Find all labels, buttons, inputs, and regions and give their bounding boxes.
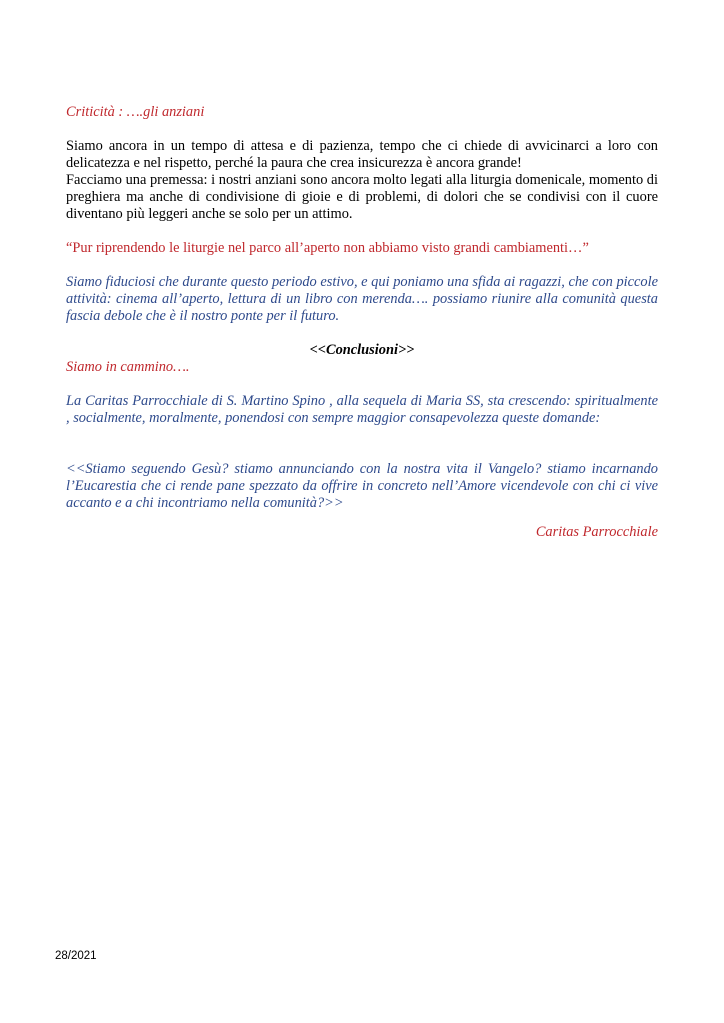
caritas-paragraph: La Caritas Parrocchiale di S. Martino Spino , alla sequela di Maria SS, sta crescendo: spiritualmente , socialmente, moralmente, ponendosi con sempre maggior consapevolezza queste domande: — [66, 393, 658, 426]
on-the-way-text: Siamo in cammino…. — [66, 359, 190, 375]
hope-paragraph: Siamo fiduciosi che durante questo periodo estivo, e qui poniamo una sfida ai ragazzi, che con piccole attività: cinema all’aperto, lettura di un libro con merenda…. possiamo riunire alla comunità questa fascia debole che è il nostro ponte per il futuro. — [66, 274, 658, 324]
quote-text: “Pur riprendendo le liturgie nel parco all’aperto non abbiamo visto grandi cambiamenti…” — [66, 240, 589, 256]
conclusions-heading: <<Conclusioni>> — [309, 342, 415, 358]
signature: Caritas Parrocchiale — [535, 524, 658, 540]
questions-paragraph: <<Stiamo seguendo Gesù? stiamo annunciando con la nostra vita il Vangelo? stiamo incarnando l’Eucarestia che ci rende pane spezzato da offrire in concreto nell’Amore vicendevole con chi ci vive accanto e a chi incontriamo nella comunità?>> — [66, 461, 658, 511]
premise-paragraph: Facciamo una premessa: i nostri anziani sono ancora molto legati alla liturgia domenicale, momento di preghiera ma anche di condivisione di gioie e di problemi, di dolori che se condivisi con il cuore diventano più leggeri anche se solo per un attimo. — [66, 172, 658, 222]
intro-paragraph: Siamo ancora in un tempo di attesa e di pazienza, tempo che ci chiede di avvicinarci a loro con delicatezza e nel rispetto, perché la paura che crea insicurezza è ancora grande! — [66, 138, 658, 171]
section-title: Criticità : ….gli anziani — [66, 104, 205, 120]
page-footer-number: 28/2021 — [55, 950, 97, 962]
